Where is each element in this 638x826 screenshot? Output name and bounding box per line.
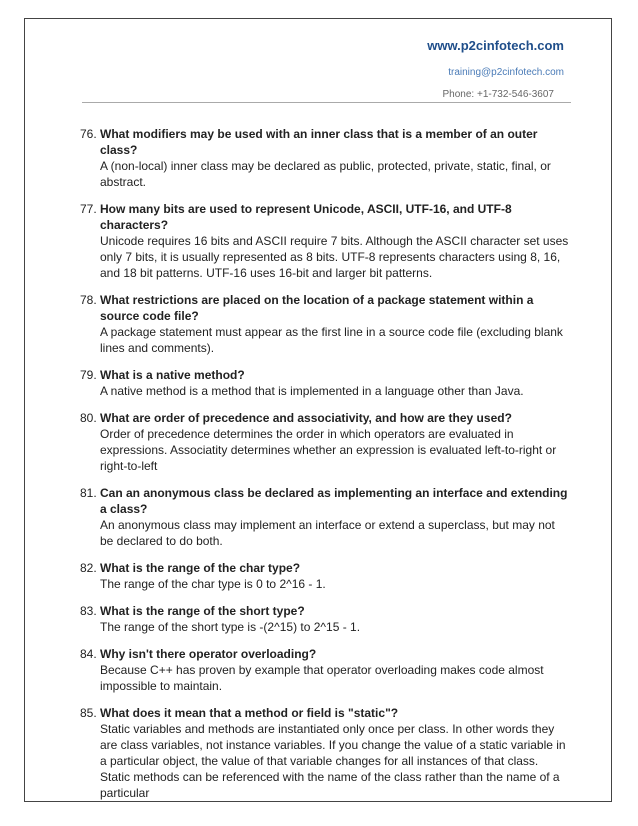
- qa-answer: An anonymous class may implement an interface or extend a superclass, but may not be declared to do both.: [100, 518, 555, 548]
- qa-item-82: [80, 560, 570, 592]
- qa-answer: A native method is a method that is implemented in a language other than Java.: [100, 384, 524, 398]
- qa-number: 85.: [80, 706, 97, 720]
- site-url[interactable]: www.p2cinfotech.com: [427, 38, 564, 53]
- qa-number: 79.: [80, 368, 97, 382]
- qa-answer: A (non-local) inner class may be declared as public, protected, private, static, final, or abstract.: [100, 159, 551, 189]
- qa-number: 77.: [80, 202, 97, 216]
- qa-number: 76.: [80, 127, 97, 141]
- qa-answer: The range of the short type is -(2^15) to 2^15 - 1.: [100, 620, 361, 634]
- qa-item-85: [80, 705, 570, 801]
- qa-number: 78.: [80, 293, 97, 307]
- contact-phone: Phone: +1-732-546-3607: [442, 89, 554, 100]
- qa-item-77: [80, 201, 570, 281]
- qa-list: [80, 126, 570, 812]
- qa-item-81: [80, 485, 570, 549]
- qa-answer: Static variables and methods are instantiated only once per class. In other words they are class variables, not instance variables. If you change the value of a static variable in a particular object, the value of that variable changes for all instances of that class. Static methods can be referenced with the name of the class rather than the name of a particular: [100, 722, 566, 800]
- qa-answer: Because C++ has proven by example that operator overloading makes code almost impossible to maintain.: [100, 663, 544, 693]
- qa-item-78: [80, 292, 570, 356]
- qa-answer: A package statement must appear as the first line in a source code file (excluding blank lines and comments).: [100, 325, 563, 355]
- qa-item-79: [80, 367, 570, 399]
- qa-question: What restrictions are placed on the location of a package statement within a source code file?: [100, 293, 534, 323]
- qa-question: What does it mean that a method or field is "static"?: [100, 706, 399, 720]
- qa-number: 80.: [80, 411, 97, 425]
- qa-question: Why isn't there operator overloading?: [100, 647, 317, 661]
- contact-email[interactable]: training@p2cinfotech.com: [448, 67, 564, 78]
- qa-question: What is the range of the char type?: [100, 561, 301, 575]
- qa-item-83: [80, 603, 570, 635]
- qa-item-80: [80, 410, 570, 474]
- qa-number: 83.: [80, 604, 97, 618]
- qa-question: How many bits are used to represent Unicode, ASCII, UTF-16, and UTF-8 characters?: [100, 202, 512, 232]
- header-divider: [82, 102, 571, 103]
- qa-answer: The range of the char type is 0 to 2^16 - 1.: [100, 577, 326, 591]
- qa-number: 81.: [80, 486, 97, 500]
- qa-number: 84.: [80, 647, 97, 661]
- qa-answer: Order of precedence determines the order in which operators are evaluated in expressions. Associatity determines whether an expression is evaluated left-to-right or right-to-left: [100, 427, 557, 473]
- qa-item-84: [80, 646, 570, 694]
- qa-answer: Unicode requires 16 bits and ASCII require 7 bits. Although the ASCII character set uses only 7 bits, it is usually represented as 8 bits. UTF-8 represents characters using 8, 16, and 18 bit patterns. UTF-16 uses 16-bit and larger bit patterns.: [100, 234, 569, 280]
- qa-question: What is the range of the short type?: [100, 604, 305, 618]
- qa-item-76: [80, 126, 570, 190]
- qa-question: What modifiers may be used with an inner class that is a member of an outer class?: [100, 127, 538, 157]
- qa-question: What are order of precedence and associativity, and how are they used?: [100, 411, 512, 425]
- qa-number: 82.: [80, 561, 97, 575]
- qa-question: Can an anonymous class be declared as implementing an interface and extending a class?: [100, 486, 568, 516]
- qa-question: What is a native method?: [100, 368, 245, 382]
